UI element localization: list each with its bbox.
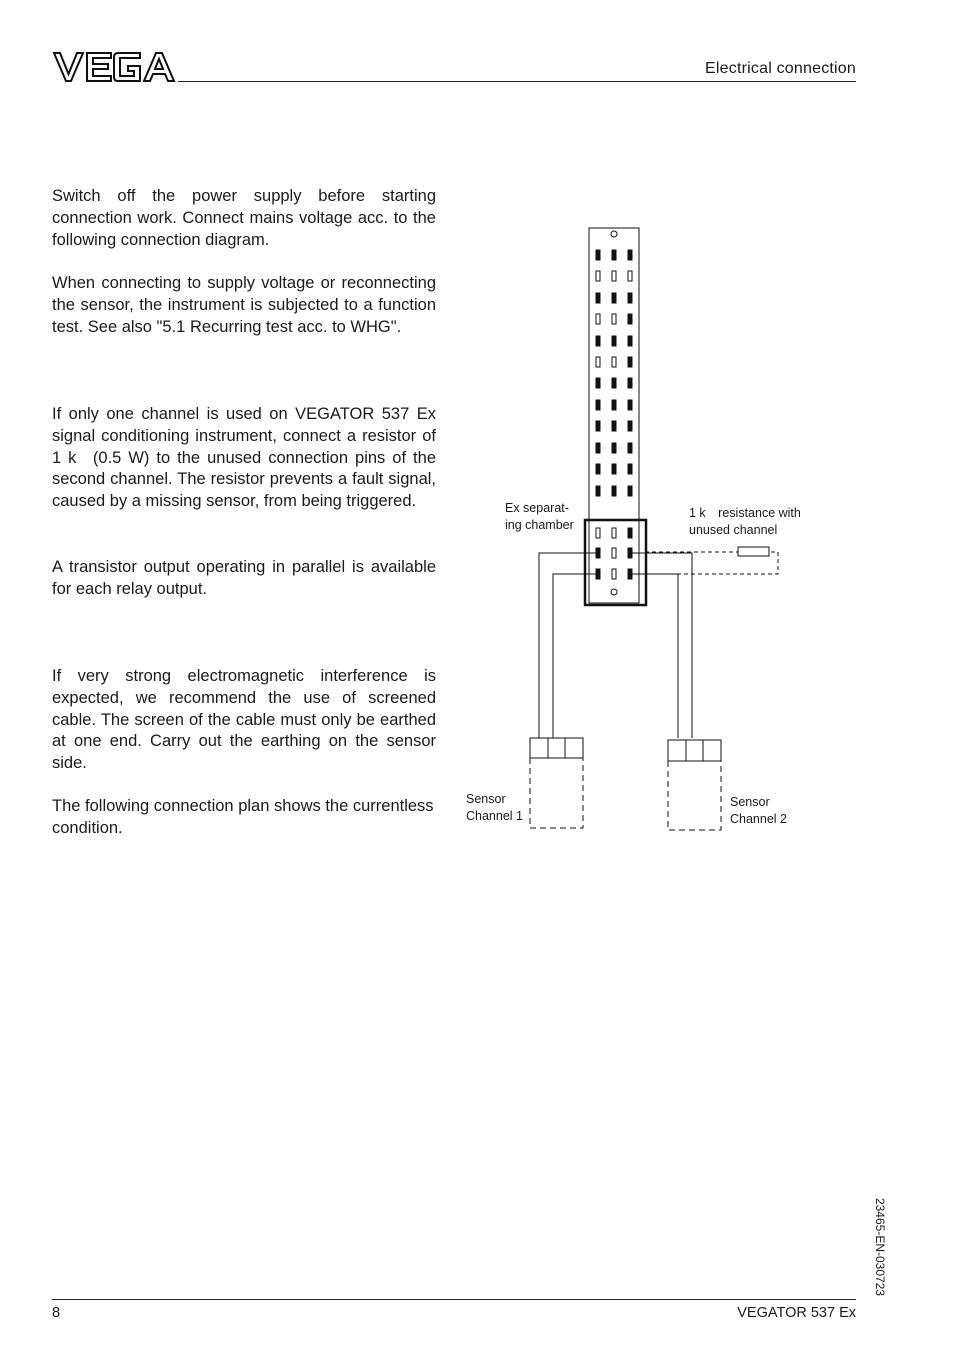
paragraph-currentless: The following connection plan shows the currentless condition.: [52, 797, 434, 837]
paragraph-function-test: When connecting to supply voltage or reconnecting the sensor, the instrument is subjected to a function test. See also "5.1 Recurring test acc. to WHG".: [52, 274, 436, 336]
vega-logo: [52, 50, 176, 84]
product-name: VEGATOR 537 Ex: [737, 1305, 856, 1321]
page-number: 8: [52, 1305, 61, 1321]
mounting-hole-bottom: [611, 589, 617, 595]
pin-row-12: [596, 486, 632, 496]
paragraph-unused-channel: If only one channel is used on VEGATOR 537 Ex signal conditioning instrument, connect a resistor of 1 k (0.5 W) to the unused connection pins of the second channel. The resistor prevents a fault signal, caused by a missing sensor, from being triggered.: [52, 405, 436, 511]
pin-row-9: [596, 421, 632, 431]
pin-row-14: [596, 548, 632, 558]
pin-row-13: [596, 528, 632, 538]
sensor-channel-1-label: Sensor Channel 1: [466, 792, 523, 823]
document-id: 23465-EN-030723: [873, 1197, 887, 1297]
ex-chamber-label: Ex separat- ing chamber: [505, 501, 574, 532]
mounting-hole-top: [611, 231, 617, 237]
pin-row-15: [596, 569, 632, 579]
sensor-channel-2-label: Sensor Channel 2: [730, 795, 787, 826]
sensor-channel-1: [530, 738, 583, 828]
pin-row-7: [596, 378, 632, 388]
header-rule: [178, 81, 856, 82]
pin-row-8: [596, 400, 632, 410]
pin-row-3: [596, 293, 632, 303]
pin-row-10: [596, 443, 632, 453]
paragraph-emi: If very strong electromagnetic interference is expected, we recommend the use of screened cable. The screen of the cable must only be earthed at one end. Carry out the earthing on the sensor side.: [52, 667, 436, 773]
pin-row-2: [596, 271, 632, 281]
footer-rule: [52, 1299, 856, 1300]
pin-row-5: [596, 336, 632, 346]
paragraph-power-off: Switch off the power supply before starting connection work. Connect mains voltage acc. to the following connection diagram.: [52, 187, 436, 249]
section-title: Electrical connection: [705, 60, 856, 77]
pin-row-11: [596, 464, 632, 474]
pin-row-4: [596, 314, 632, 324]
resistor-label: 1 k resistance with unused channel: [689, 506, 801, 537]
pin-row-1: [596, 250, 632, 260]
terminal-strip: [589, 228, 639, 603]
sensor-channel-2: [668, 740, 721, 830]
pin-row-6: [596, 357, 632, 367]
resistor-1k: [738, 547, 769, 556]
paragraph-transistor-output: A transistor output operating in parallel is available for each relay output.: [52, 558, 436, 598]
terminal-pins: [596, 250, 632, 579]
